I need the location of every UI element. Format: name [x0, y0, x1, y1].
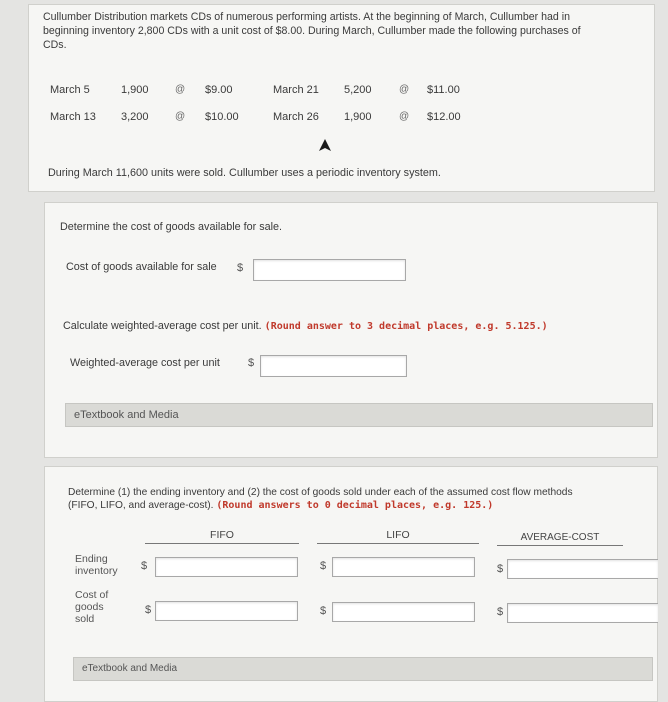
purchase-cost: $9.00	[205, 84, 233, 96]
currency-symbol: $	[497, 563, 504, 575]
intro-line-3: CDs.	[43, 39, 67, 51]
etextbook-label: eTextbook and Media	[74, 409, 179, 421]
q1-label: Cost of goods available for sale	[66, 261, 217, 273]
currency-symbol: $	[145, 604, 152, 616]
q1-currency: $	[237, 262, 244, 274]
fifo-cost-of-goods-sold-input[interactable]	[155, 601, 298, 621]
purchase-date: March 26	[273, 111, 319, 123]
problem-statement-card	[28, 4, 655, 192]
row-label-line: Ending	[75, 553, 108, 565]
ending-inventory-cogs-card	[44, 466, 658, 702]
row-label-cost-of-goods-sold	[75, 589, 108, 625]
average-cost-cogs-input[interactable]	[507, 603, 658, 623]
weighted-average-cost-input[interactable]	[260, 355, 407, 377]
etextbook-media-link[interactable]	[73, 657, 653, 681]
currency-symbol: $	[141, 560, 148, 572]
q3-prompt-line-1: Determine (1) the ending inventory and (2) the cost of goods sold under each of the assumed cost flow methods	[68, 487, 573, 498]
row-label-line: inventory	[75, 565, 118, 577]
column-header-fifo: FIFO	[145, 529, 299, 544]
purchase-at: @	[399, 111, 410, 122]
purchase-at: @	[175, 111, 186, 122]
row-label-line: sold	[75, 613, 95, 625]
etextbook-media-link[interactable]	[65, 403, 653, 427]
mouse-cursor-icon	[319, 139, 331, 153]
column-header-average-cost: AVERAGE-COST	[497, 532, 623, 546]
q1-prompt: Determine the cost of goods available for sale.	[60, 221, 283, 233]
sold-note: During March 11,600 units were sold. Cullumber uses a periodic inventory system.	[48, 167, 441, 179]
q2-prompt	[63, 320, 548, 332]
row-label-line: Cost of	[75, 589, 109, 601]
purchase-qty: 1,900	[344, 111, 372, 123]
fifo-ending-inventory-input[interactable]	[155, 557, 298, 577]
q2-hint: (Round answer to 3 decimal places, e.g. 5.125.)	[264, 321, 548, 332]
cost-of-goods-available-input[interactable]	[253, 259, 406, 281]
q3-hint: (Round answers to 0 decimal places, e.g. 125.)	[216, 500, 494, 511]
row-label-ending-inventory	[75, 553, 118, 577]
currency-symbol: $	[320, 605, 327, 617]
q2-currency: $	[248, 357, 255, 369]
purchase-date: March 13	[50, 111, 96, 123]
etextbook-label: eTextbook and Media	[82, 663, 178, 674]
intro-line-1: Cullumber Distribution markets CDs of numerous performing artists. At the beginning of March, Cullumber had in	[43, 11, 570, 23]
purchase-qty: 3,200	[121, 111, 149, 123]
currency-symbol: $	[320, 560, 327, 572]
purchase-cost: $12.00	[427, 111, 461, 123]
purchase-at: @	[175, 84, 186, 95]
purchase-cost: $10.00	[205, 111, 239, 123]
purchase-qty: 5,200	[344, 84, 372, 96]
average-cost-ending-inventory-input[interactable]	[507, 559, 658, 579]
purchase-date: March 21	[273, 84, 319, 96]
purchase-date: March 5	[50, 84, 90, 96]
purchase-qty: 1,900	[121, 84, 149, 96]
column-header-lifo: LIFO	[317, 529, 479, 544]
q3-prompt-line-2	[68, 500, 493, 511]
purchase-at: @	[399, 84, 410, 95]
purchase-cost: $11.00	[427, 84, 460, 96]
cost-of-goods-available-card	[44, 202, 658, 458]
q2-prompt-text: Calculate weighted-average cost per unit.	[63, 320, 262, 332]
row-label-line: goods	[75, 601, 104, 613]
lifo-ending-inventory-input[interactable]	[332, 557, 475, 577]
q2-label: Weighted-average cost per unit	[70, 357, 220, 369]
lifo-cost-of-goods-sold-input[interactable]	[332, 602, 475, 622]
intro-line-2: beginning inventory 2,800 CDs with a unit cost of $8.00. During March, Cullumber made the following purchases of	[43, 25, 581, 37]
q3-prompt-text: (FIFO, LIFO, and average-cost).	[68, 500, 214, 511]
currency-symbol: $	[497, 606, 504, 618]
